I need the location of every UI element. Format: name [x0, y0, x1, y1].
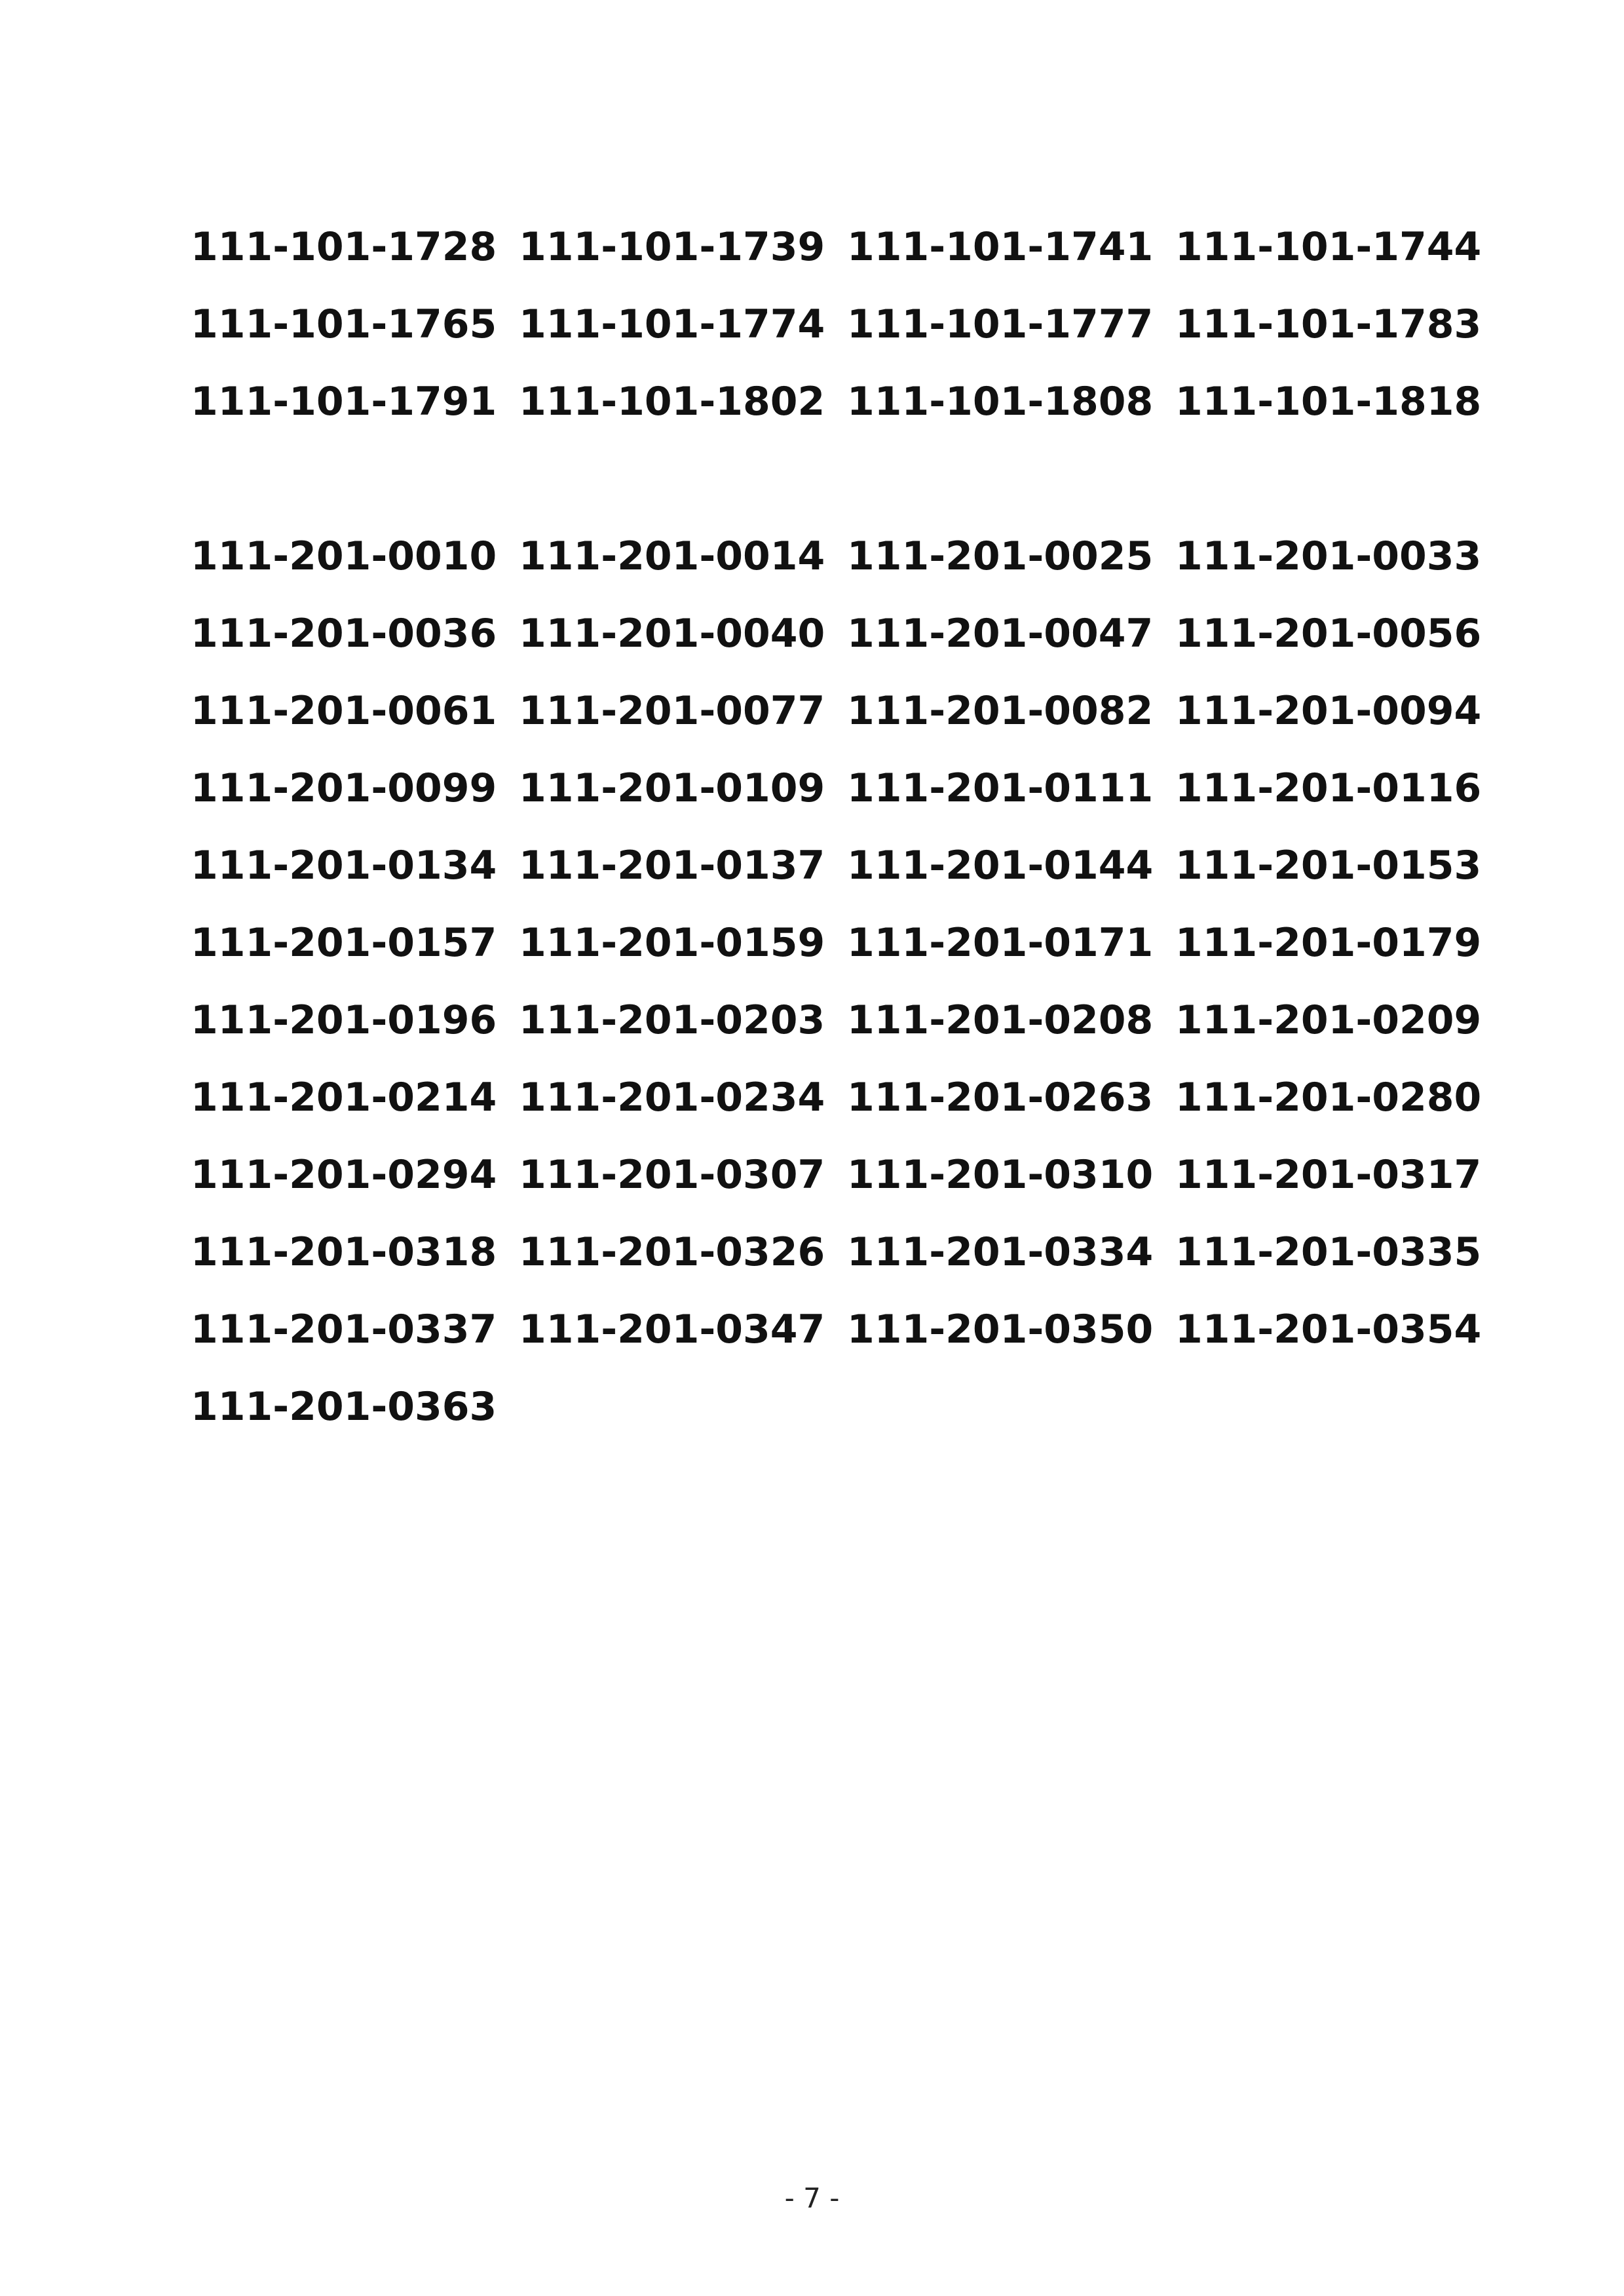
code-entry: 111-201-0077: [519, 688, 825, 734]
code-entry: 111-201-0099: [191, 765, 497, 811]
code-row: [191, 904, 1501, 982]
code-row: [191, 982, 1501, 1059]
code-entry: 111-101-1741: [847, 224, 1154, 270]
code-entry: 111-201-0137: [519, 843, 825, 889]
code-entry: 111-201-0317: [1175, 1152, 1482, 1198]
code-entry: 111-201-0354: [1175, 1307, 1482, 1352]
code-row: [191, 518, 1501, 595]
code-entry: 111-201-0144: [847, 843, 1154, 889]
code-entry: 111-101-1808: [847, 379, 1154, 425]
code-entry: 111-201-0047: [847, 611, 1154, 657]
code-entry: 111-201-0208: [847, 997, 1154, 1043]
code-list-group-201: [191, 518, 1501, 1445]
code-entry: 111-201-0082: [847, 688, 1154, 734]
code-entry: 111-201-0040: [519, 611, 825, 657]
code-entry: 111-201-0134: [191, 843, 497, 889]
code-entry: 111-201-0294: [191, 1152, 497, 1198]
code-entry: 111-201-0061: [191, 688, 497, 734]
code-entry: 111-201-0171: [847, 920, 1154, 966]
code-entry: 111-101-1802: [519, 379, 825, 425]
code-entry: 111-201-0326: [519, 1229, 825, 1275]
code-entry: 111-201-0010: [191, 533, 497, 579]
code-entry: 111-201-0337: [191, 1307, 497, 1352]
code-entry: 111-201-0159: [519, 920, 825, 966]
code-row: [191, 1214, 1501, 1291]
code-entry: 111-101-1728: [191, 224, 497, 270]
code-entry: 111-201-0116: [1175, 765, 1482, 811]
code-entry: 111-101-1774: [519, 301, 825, 347]
code-entry: 111-201-0109: [519, 765, 825, 811]
code-entry: 111-201-0196: [191, 997, 497, 1043]
code-entry: 111-201-0318: [191, 1229, 497, 1275]
code-entry: 111-201-0033: [1175, 533, 1482, 579]
code-entry: 111-101-1791: [191, 379, 497, 425]
code-entry: 111-101-1765: [191, 301, 497, 347]
code-entry: 111-101-1783: [1175, 301, 1482, 347]
code-entry: 111-201-0334: [847, 1229, 1154, 1275]
code-entry: 111-201-0157: [191, 920, 497, 966]
code-entry: 111-201-0335: [1175, 1229, 1482, 1275]
code-entry: 111-201-0310: [847, 1152, 1154, 1198]
code-entry: 111-201-0214: [191, 1075, 497, 1120]
code-entry: 111-201-0014: [519, 533, 825, 579]
code-row: [191, 750, 1501, 827]
code-entry: 111-201-0179: [1175, 920, 1482, 966]
code-entry: 111-101-1739: [519, 224, 825, 270]
code-row: [191, 827, 1501, 904]
code-entry: 111-201-0280: [1175, 1075, 1482, 1120]
code-entry: 111-101-1744: [1175, 224, 1482, 270]
code-entry: 111-201-0094: [1175, 688, 1482, 734]
code-row: [191, 1291, 1501, 1368]
code-entry: 111-101-1818: [1175, 379, 1482, 425]
code-entry: 111-201-0347: [519, 1307, 825, 1352]
code-row: [191, 208, 1501, 286]
code-entry: 111-201-0025: [847, 533, 1154, 579]
code-entry: 111-201-0350: [847, 1307, 1154, 1352]
code-row: [191, 363, 1501, 440]
code-entry: 111-201-0036: [191, 611, 497, 657]
code-entry: 111-201-0209: [1175, 997, 1482, 1043]
page-number: - 7 -: [784, 2182, 840, 2214]
code-row: [191, 286, 1501, 363]
code-row: [191, 595, 1501, 672]
code-entry: 111-201-0203: [519, 997, 825, 1043]
code-row: [191, 1368, 1501, 1445]
code-list-group-101: [191, 208, 1501, 440]
code-row: [191, 1059, 1501, 1136]
code-entry: 111-201-0234: [519, 1075, 825, 1120]
code-entry: 111-201-0153: [1175, 843, 1482, 889]
code-row: [191, 672, 1501, 750]
code-entry: 111-201-0307: [519, 1152, 825, 1198]
code-entry: 111-201-0056: [1175, 611, 1482, 657]
code-entry: 111-101-1777: [847, 301, 1154, 347]
code-row: [191, 1136, 1501, 1214]
code-entry: 111-201-0363: [191, 1384, 497, 1430]
code-entry: 111-201-0263: [847, 1075, 1154, 1120]
code-entry: 111-201-0111: [847, 765, 1154, 811]
